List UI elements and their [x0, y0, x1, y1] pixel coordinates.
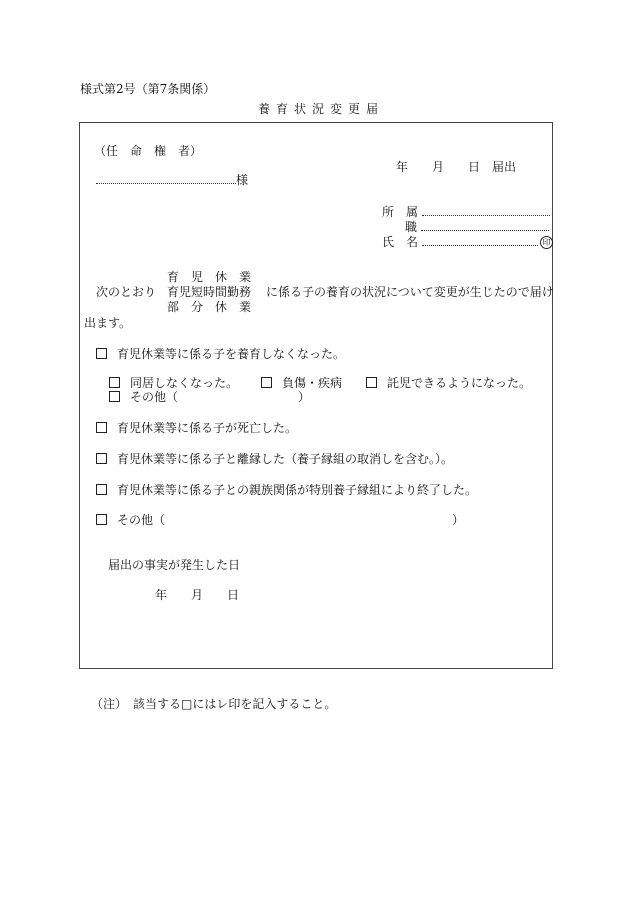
checkbox[interactable]	[96, 484, 107, 495]
footnote: （注） 該当する□にはレ印を記入すること。	[91, 697, 337, 711]
sub-item-cohabit[interactable]: 同居しなくなった。	[109, 374, 238, 391]
sub-item-childcare[interactable]: 託児できるようになった。	[366, 374, 531, 391]
seal-icon: 印	[540, 236, 553, 249]
filing-date[interactable]: 年 月 日 届出	[396, 160, 517, 174]
intro-prefix: 次のとおり	[96, 285, 157, 299]
position-field[interactable]	[421, 230, 549, 231]
intro-continuation: 出ます。	[84, 316, 132, 330]
leave-type-1: 育 児 休 業	[167, 270, 252, 284]
name-label: 氏 名	[382, 235, 419, 249]
honorific: 様	[236, 173, 249, 187]
item-special-adoption[interactable]: 育児休業等に係る子との親族関係が特別養子縁組により終了した。	[96, 481, 477, 498]
form-number: 様式第2号（第7条関係）	[80, 82, 216, 96]
leave-type-2: 育児短時間勤務	[167, 285, 252, 299]
intro-suffix: に係る子の養育の状況について変更が生じたので届け	[266, 285, 554, 299]
checkbox[interactable]	[366, 377, 377, 388]
sub-item-injury[interactable]: 負傷・疾病	[261, 374, 342, 391]
appointer-label: （任 命 権 者）	[94, 144, 203, 158]
occurrence-label: 届出の事実が発生した日	[108, 558, 241, 572]
item-other-close: ）	[452, 513, 465, 527]
appointer-line[interactable]	[96, 171, 248, 188]
item-other[interactable]: その他（	[96, 511, 165, 528]
name-row[interactable]	[382, 233, 553, 250]
form-title: 養育状況変更届	[258, 102, 385, 116]
item-child-died[interactable]: 育児休業等に係る子が死亡した。	[96, 419, 297, 436]
checkbox[interactable]	[109, 391, 120, 402]
occurrence-date[interactable]: 年 月 日	[155, 588, 240, 602]
checkbox[interactable]	[96, 514, 107, 525]
checkbox[interactable]	[96, 453, 107, 464]
checkbox[interactable]	[109, 377, 120, 388]
item-not-raising[interactable]: 育児休業等に係る子を養育しなくなった。	[96, 345, 345, 362]
leave-type-3: 部 分 休 業	[167, 300, 252, 314]
sub-item-other[interactable]: その他（	[109, 388, 178, 405]
position-label: 職	[405, 220, 418, 234]
checkbox[interactable]	[96, 422, 107, 433]
affiliation-field[interactable]	[422, 215, 550, 216]
item-dissolved-adoption[interactable]: 育児休業等に係る子と離縁した（養子縁組の取消しを含む。）。	[96, 450, 453, 467]
appointer-name-field[interactable]	[96, 183, 236, 184]
sub-item-other-close: ）	[298, 390, 311, 404]
affiliation-label: 所 属	[382, 205, 419, 219]
checkbox[interactable]	[96, 348, 107, 359]
checkbox[interactable]	[261, 377, 272, 388]
name-field[interactable]	[422, 245, 538, 246]
